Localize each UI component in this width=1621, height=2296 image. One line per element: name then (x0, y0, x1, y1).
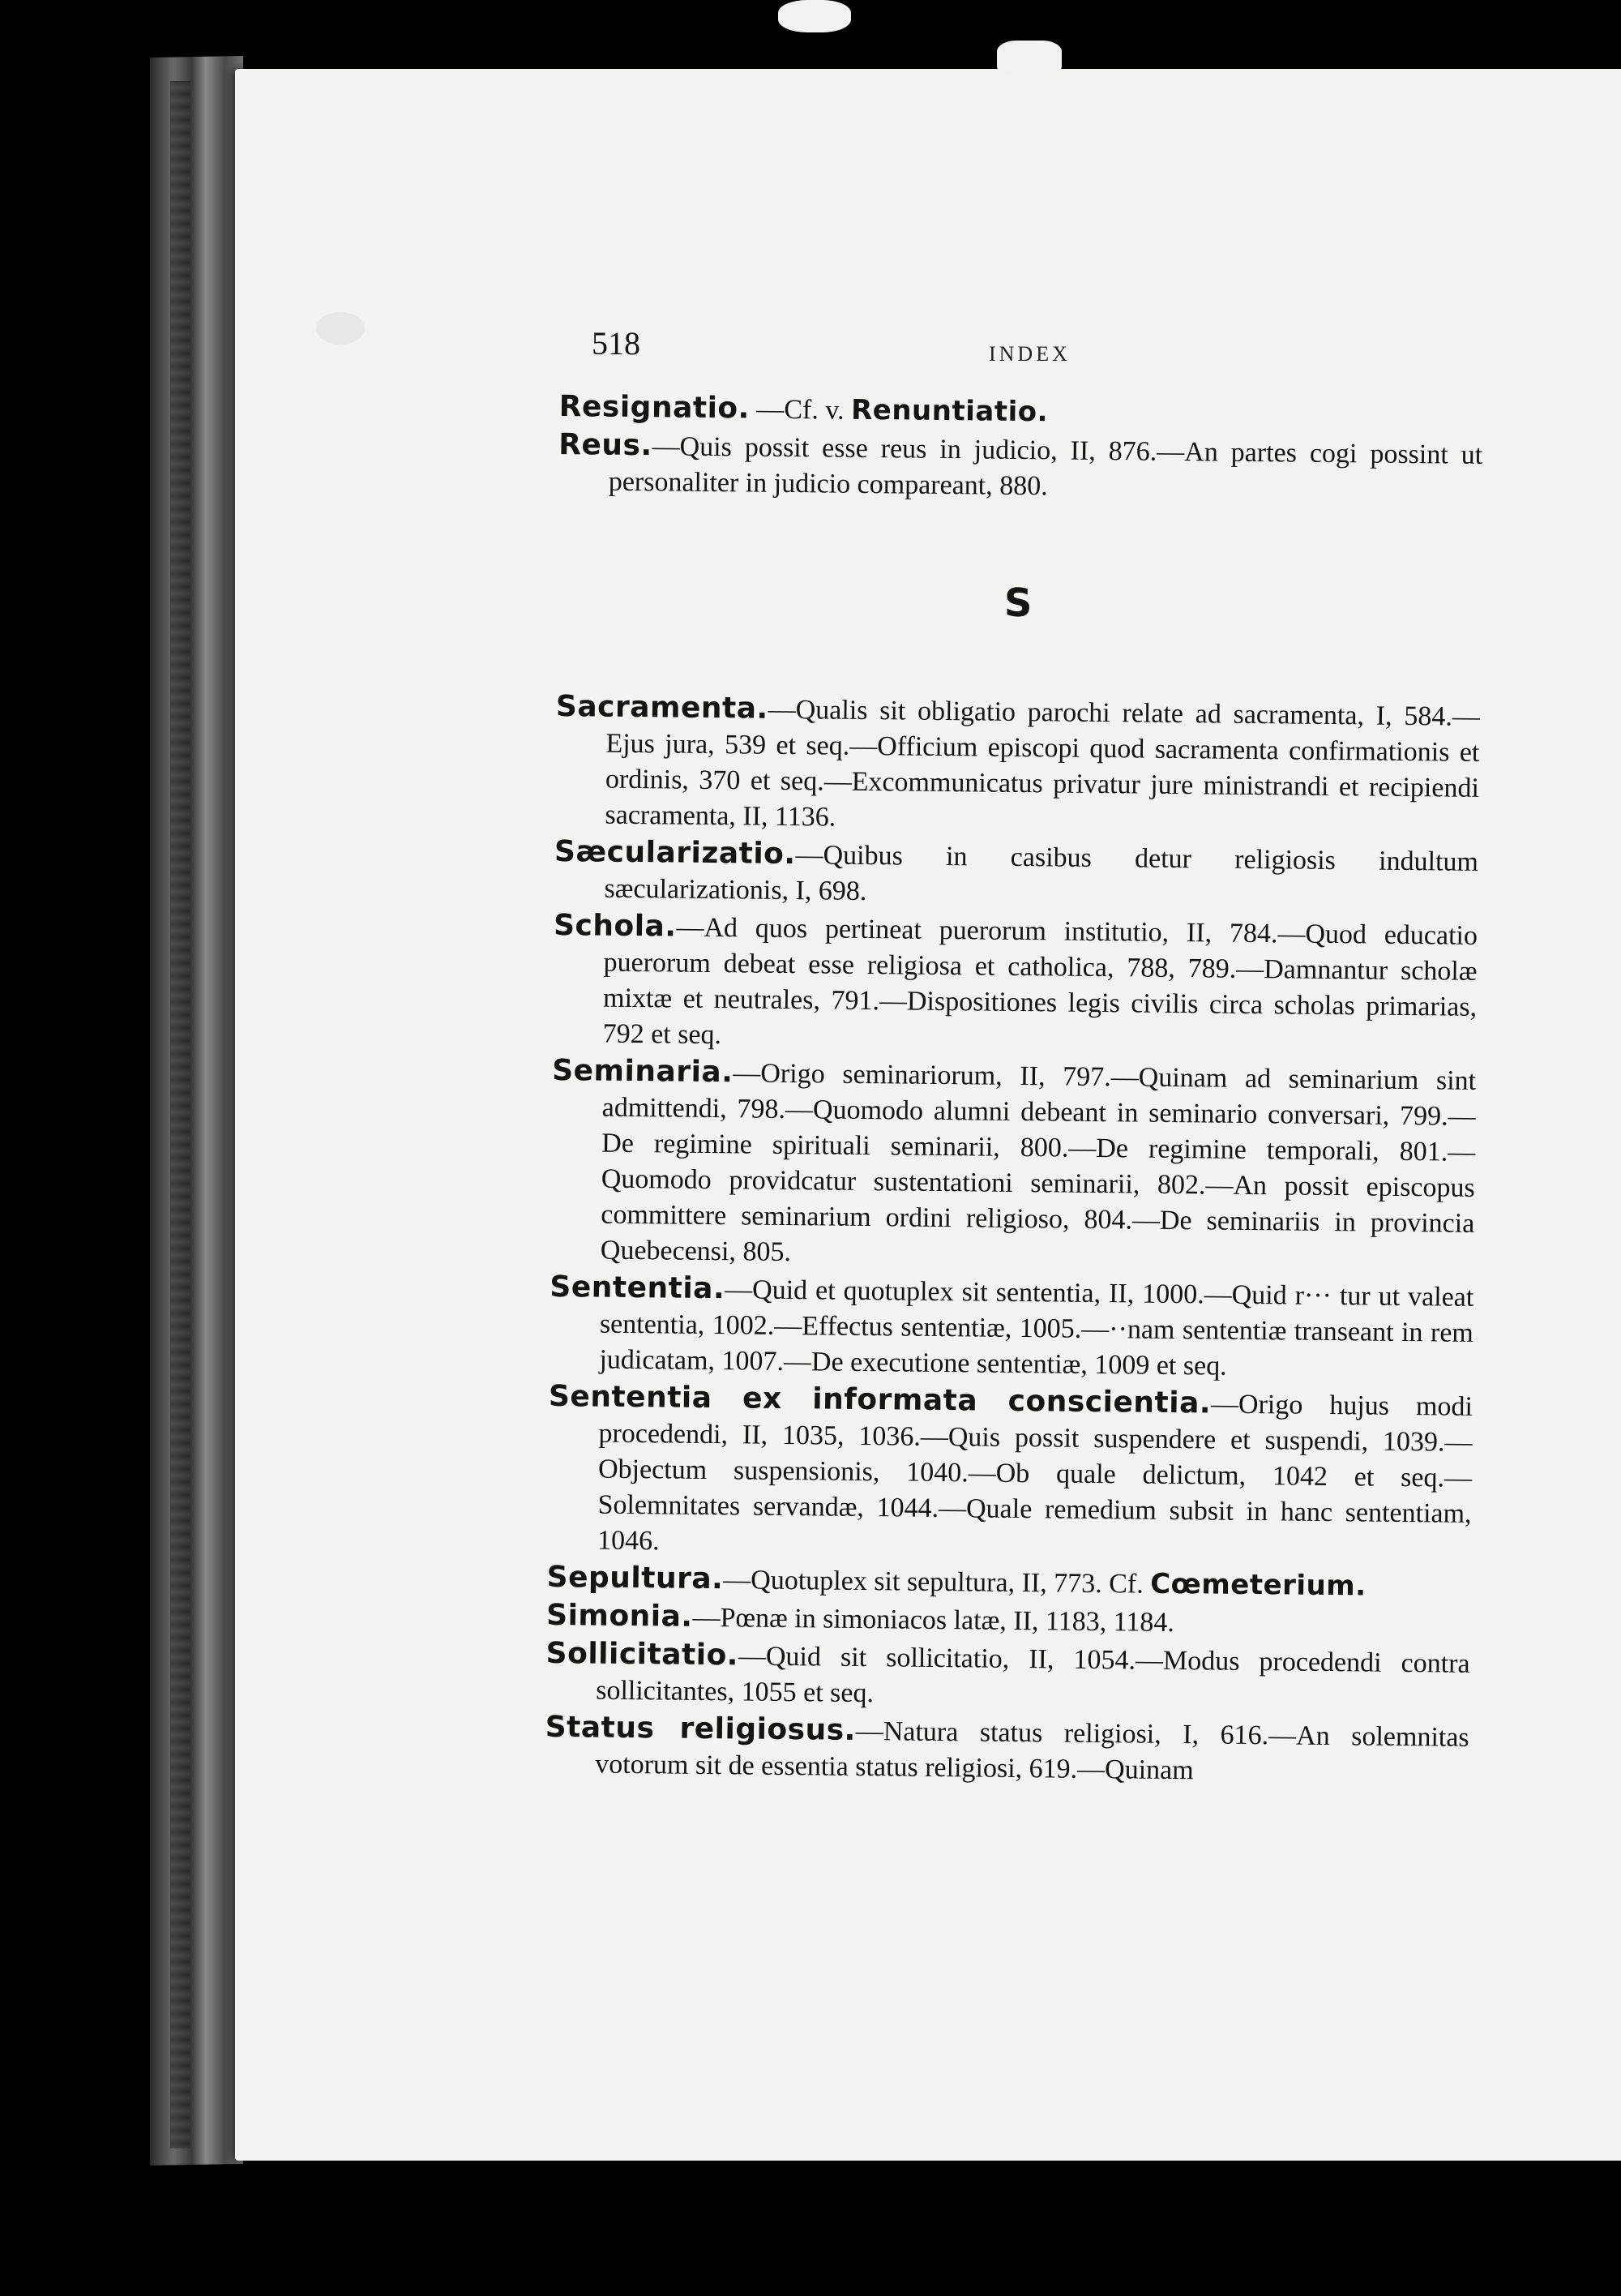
entry-term: Sacramenta. (555, 689, 768, 726)
entry-term: Reus. (558, 427, 652, 463)
entry-text: —Ad quos pertineat puerorum institutio, II, 784.—Quod educatio puerorum debeat esse religiosa et catholica, 788, 789.—Damnantur scholæ mixtæ et neutrales, 791.—Dispositiones legis civilis circa scholas primarias, 792 et seq. (602, 912, 1478, 1051)
index-entry-seminaria (550, 1053, 1477, 1278)
entry-term: Sententia. (550, 1270, 725, 1306)
page-header (592, 324, 1483, 381)
entry-text: —Quotuplex sit sepultura, II, 773. Cf. (723, 1565, 1151, 1600)
running-head: INDEX (989, 342, 1071, 366)
entry-text: —Quibus in casibus detur religiosis indultum sæcularizationis, I, 698. (604, 840, 1479, 907)
entry-term: Resignatio. (558, 389, 751, 426)
index-entry-reus (558, 427, 1483, 509)
entry-text: —Pœnæ in simoniacos latæ, II, 1183, 1184. (692, 1602, 1175, 1638)
entry-term: Sepultura. (546, 1560, 724, 1596)
entry-term: Sollicitatio. (545, 1636, 739, 1673)
entry-text: —Origo hujus modi procedendi, II, 1035, 1036.—Quis possit suspendere et suspendi, 1039.—Objectum suspensionis, 1040.—Ob quale delictum, 1042 et seq.—Solemnitates servandæ, 1044.—Quale remedium subsit in hanc sententiam, 1046. (597, 1389, 1473, 1557)
index-entry-sacramenta (554, 689, 1480, 842)
entry-cross-reference: Cœmeterium. (1149, 1567, 1367, 1603)
scan-dust-top (778, 0, 851, 32)
entry-text: —Qualis sit obligatio parochi relate ad sacramenta, I, 584.—Ejus jura, 539 et seq.—Officium episcopi quod sacramenta confirmationis et ordinis, 370 et seq.—Excommunicatus privatur jure ministrandi et recipiendi sacramenta, II, 1136. (605, 694, 1481, 833)
index-entry-sententia-ex-informata (547, 1379, 1473, 1568)
entry-term: Seminaria. (551, 1053, 734, 1090)
entry-text: —Origo seminariorum, II, 797.—Quinam ad seminarium sint admittendi, 798.—Quomodo alumni debeant in seminario conversari, 799.—De regimine spirituali seminarii, 800.—De regimine temporali, 801.—Quomodo providcatur sustentationi seminarii, 802.—An possit episcopus committere seminarium ordini religioso, 804.—De seminariis in provincia Quebecensi, 805. (600, 1058, 1477, 1268)
entry-term: Sententia ex informata conscientia. (548, 1379, 1212, 1420)
book-spine (150, 56, 243, 2165)
entry-term: Schola. (553, 908, 677, 944)
entry-term: Simonia. (545, 1598, 693, 1634)
page-number: 518 (592, 325, 640, 362)
entry-text: —Quis possit esse reus in judicio, II, 876.—An partes cogi possint ut personaliter in judicio compareant, 880. (608, 431, 1483, 502)
entry-term: Status religiosus. (545, 1710, 857, 1747)
scan-dust-top-right (997, 41, 1062, 77)
index-content (545, 389, 1483, 1793)
entry-text: —Quid sit sollicitatio, II, 1054.—Modus procedendi contra sollicitantes, 1055 et seq. (596, 1641, 1470, 1709)
index-entry-sententia (549, 1270, 1473, 1387)
section-letter-heading: S (1003, 580, 1034, 627)
index-entry-sollicitatio (545, 1636, 1470, 1718)
entry-term: Sæcularizatio. (554, 834, 796, 872)
entry-text: —Natura status religiosi, I, 616.—An solemnitas votorum sit de essentia status religiosi, 619.—Quinam (595, 1716, 1469, 1786)
entry-text: —Cf. v. (749, 394, 852, 426)
entry-text: —Quid et quotuplex sit sententia, II, 1000.—Quid r··· tur ut valeat sententia, 1002.—Effectus sententiæ, 1005.—··nam sententiæ transeant in rem judicatam, 1007.—De executione sententiæ, 1009 et seq. (599, 1274, 1474, 1381)
book-spine-shadow (170, 81, 190, 2148)
index-entry-schola (552, 908, 1478, 1061)
index-entry-status-religiosus (545, 1710, 1469, 1792)
index-entry-saecularizatio (554, 834, 1478, 916)
page-smudge (316, 312, 365, 345)
entry-cross-reference: Renuntiatio. (850, 393, 1049, 429)
